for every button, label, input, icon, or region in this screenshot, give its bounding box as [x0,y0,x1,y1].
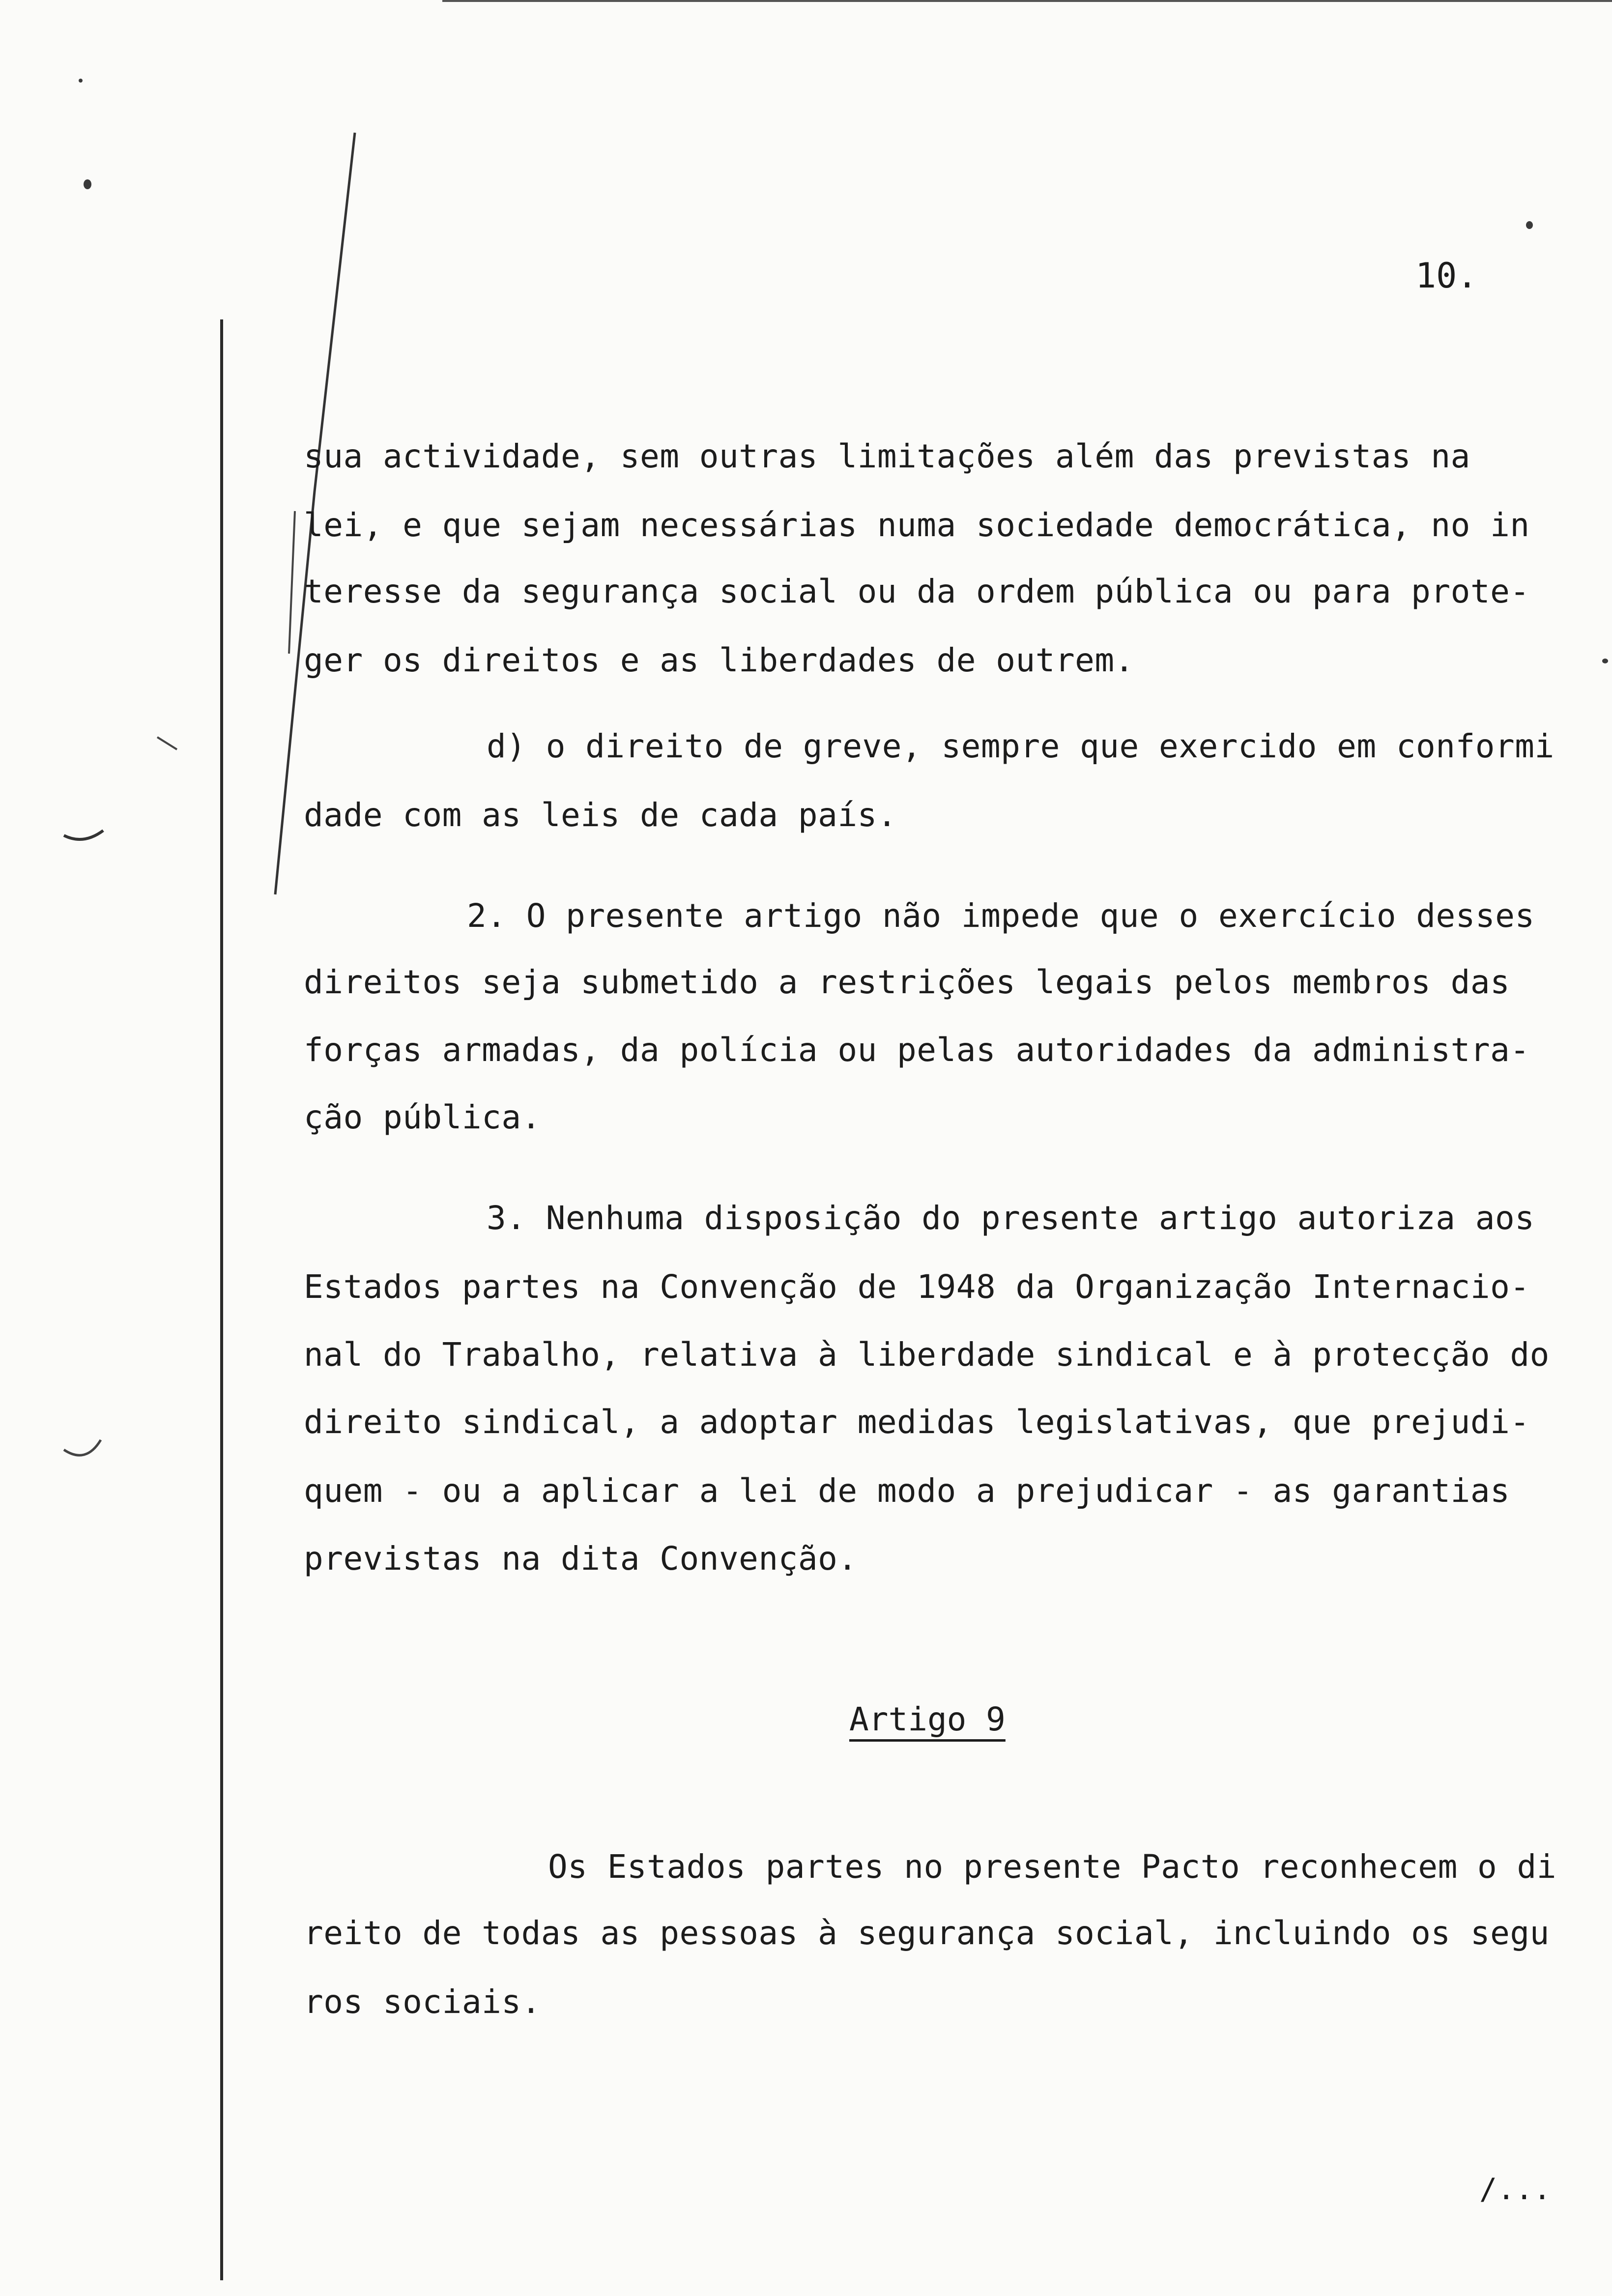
body-text-line: ção pública. [304,1098,541,1136]
continuation-mark: /... [1479,2172,1552,2207]
body-text-line: ros sociais. [304,1983,541,2021]
body-text-line: 3. Nenhuma disposição do presente artigo autoriza aos [487,1199,1535,1237]
body-text-line: reito de todas as pessoas à segurança social, incluindo os segu [304,1914,1550,1952]
body-text-line: dade com as leis de cada país. [304,796,897,834]
body-text-line: ger os direitos e as liberdades de outrem. [304,641,1134,679]
body-text-line: direito sindical, a adoptar medidas legislativas, que prejudi- [304,1403,1530,1441]
body-text-line: forças armadas, da polícia ou pelas autoridades da administra- [304,1031,1530,1069]
tick-mark [157,737,177,749]
body-text-line: previstas na dita Convenção. [304,1540,858,1578]
vertical-pen-stroke [289,511,295,654]
body-text-line: Os Estados partes no presente Pacto reconhecem o di [548,1848,1557,1886]
body-text-line: d) o direito de greve, sempre que exercido em conformi [487,727,1554,765]
speck [1602,659,1608,663]
speck [1526,221,1533,229]
article-heading: Artigo 9 [849,1700,1006,1738]
page-number: 10. [1415,256,1478,296]
body-text-line: quem - ou a aplicar a lei de modo a prejudicar - as garantias [304,1472,1510,1510]
curved-mark-2 [64,1440,101,1455]
body-text-line: nal do Trabalho, relativa à liberdade sindical e à protecção do [304,1336,1550,1374]
body-text-line: 2. O presente artigo não impede que o exercício desses [467,897,1535,935]
body-text-line: Estados partes na Convenção de 1948 da Organização Internacio- [304,1268,1530,1306]
body-text-line: direitos seja submetido a restrições legais pelos membros das [304,963,1510,1001]
speck [84,179,91,189]
body-text-line: sua actividade, sem outras limitações além das previstas na [304,437,1470,475]
speck [79,79,83,83]
body-text-line: teresse da segurança social ou da ordem pública ou para prote- [304,573,1530,610]
curved-mark [64,831,103,839]
body-text-line: lei, e que sejam necessárias numa sociedade democrática, no in [304,506,1530,544]
